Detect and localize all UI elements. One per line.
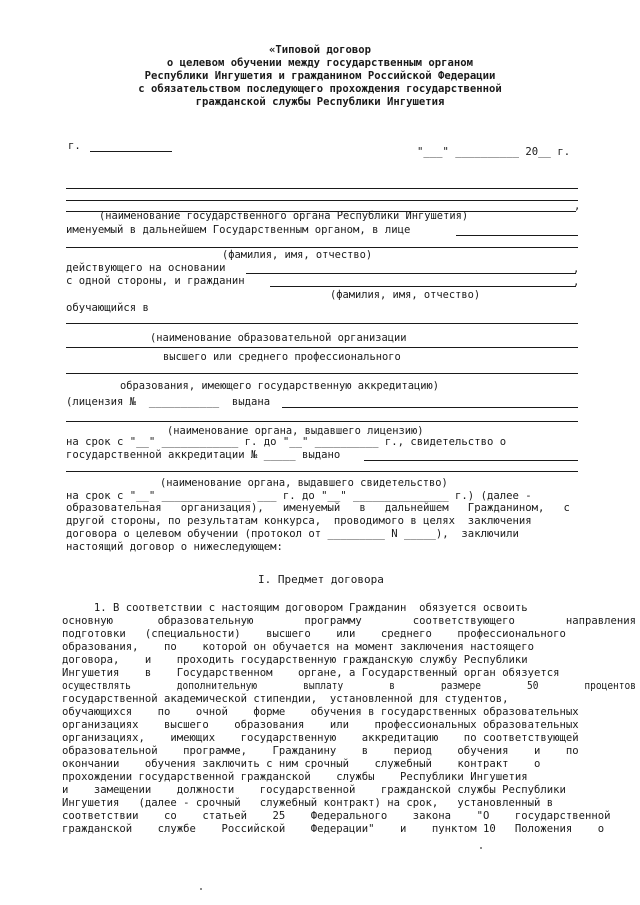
organ-blank-line-1: [66, 188, 578, 189]
accred-blank: [364, 460, 578, 461]
document-title-line-4: с обязательством последующего прохождения государственной: [138, 83, 502, 95]
paragraph-line-8: государственной академической стипендии, установленной для студентов,: [62, 693, 509, 705]
caption-organ-name: (наименование государственного органа Республики Ингушетия): [99, 210, 469, 222]
contract-date: "___" __________ 20__ г.: [417, 146, 571, 158]
paragraph-line-12: образовательной программе, Гражданину в период обучения и по: [62, 745, 579, 757]
line-person: именуемый в дальнейшем Государственным органом, в лице: [66, 224, 411, 236]
organ-blank-line-2: [66, 200, 578, 201]
line-citizen: с одной стороны, и гражданин: [66, 275, 245, 287]
comma-mark-3: ,: [573, 276, 580, 288]
line-term-2: на срок с "__" ______________ ___ г. до "__" _______________ г.) (далее -: [66, 490, 532, 502]
paragraph-line-17: соответствии со статьей 25 Федерального закона "О государственной: [62, 810, 611, 822]
paragraph-line-6: Ингушетия в Государственном органе, а Государственный орган обязуется: [62, 667, 560, 679]
line-student: обучающийся в: [66, 302, 149, 314]
section-heading: I. Предмет договора: [258, 573, 384, 586]
license-blank: [282, 407, 578, 408]
citizen-blank: [270, 286, 576, 287]
document-title-line-5: гражданской службы Республики Ингушетия: [195, 96, 445, 108]
paragraph-line-7: осуществлять дополнительную выплату в размере 50 процентов: [62, 680, 637, 692]
caption-fio-2: (фамилия, имя, отчество): [330, 289, 481, 301]
edu-blank-3: [66, 373, 578, 374]
caption-cert-organ: (наименование органа, выдавшего свидетельство): [160, 477, 448, 489]
paragraph-line-9: обучающихся по очной форме обучения в государственных образовательных: [62, 706, 579, 718]
paragraph-line-11: организациях, имеющих государственную аккредитацию по соответствующей: [62, 732, 579, 744]
line-party-4: настоящий договор о нижеследующем:: [66, 541, 283, 553]
paragraph-line-1: 1. В соответствии с настоящим договором Гражданин обязуется освоить: [62, 602, 528, 614]
caption-license-organ: (наименование органа, выдавшего лицензию): [167, 425, 424, 437]
line-party-2: другой стороны, по результатам конкурса, проводимого в целях заключения: [66, 515, 532, 527]
paragraph-line-4: образования, по которой он обучается на момент заключения настоящего: [62, 641, 534, 653]
city-prefix: г.: [68, 140, 81, 152]
paragraph-line-5: договора, и проходить государственную гражданскую службу Республики: [62, 654, 528, 666]
paragraph-line-18: гражданской службе Российской Федерации" и пунктом 10 Положения о: [62, 823, 605, 835]
person-blank: [456, 235, 578, 236]
paragraph-line-16: Ингушетия (далее - срочный служебный контракт) на срок, установленный в: [62, 797, 554, 809]
paragraph-line-15: и замещении должности государственной гражданской службы Республики: [62, 784, 566, 796]
line-license: (лицензия № ___________ выдана: [66, 396, 271, 408]
caption-edu-1: (наименование образовательной организации: [150, 332, 407, 344]
paragraph-line-14: прохождении государственной гражданской службы Республики Ингушетия: [62, 771, 528, 783]
person-blank-2: [66, 247, 578, 248]
caption-fio-1: (фамилия, имя, отчество): [222, 249, 373, 261]
document-title-line-3: Республики Ингушетия и гражданином Российской Федерации: [144, 70, 496, 82]
scan-speck: [480, 847, 482, 849]
basis-blank: [246, 273, 576, 274]
caption-edu-3: образования, имеющего государственную аккредитацию): [120, 380, 440, 392]
document-title-line-2: о целевом обучении между государственным органом: [166, 57, 474, 69]
paragraph-line-2: основную образовательную программу соответствующего направления: [62, 615, 637, 627]
comma-mark: ,: [574, 200, 581, 212]
license-blank-2: [66, 421, 578, 422]
paragraph-line-10: организациях высшего образования или профессиональных образовательных: [62, 719, 579, 731]
line-party-1: образовательная организация), именуемый в дальнейшем Гражданином, с: [66, 502, 570, 514]
comma-mark-2: ,: [573, 263, 580, 275]
line-term-1: на срок с "__" ____________ г. до "__" __________ г., свидетельство о: [66, 436, 507, 448]
caption-edu-2: высшего или среднего профессионального: [163, 351, 401, 363]
scan-speck: [200, 888, 202, 890]
line-basis: действующего на основании: [66, 262, 226, 274]
document-title-line-1: «Типовой договор: [268, 44, 372, 56]
student-blank: [66, 323, 578, 324]
edu-blank-2: [66, 347, 578, 348]
accred-blank-2: [66, 471, 578, 472]
paragraph-line-3: подготовки (специальности) высшего или среднего профессионального: [62, 628, 566, 640]
paragraph-line-13: окончании обучения заключить с ним срочный служебный контракт о: [62, 758, 541, 770]
line-accred: государственной аккредитации № _____ выдано: [66, 449, 341, 461]
line-party-3: договора о целевом обучении (протокол от _________ N _____), заключили: [66, 528, 519, 540]
city-blank: [90, 151, 172, 152]
